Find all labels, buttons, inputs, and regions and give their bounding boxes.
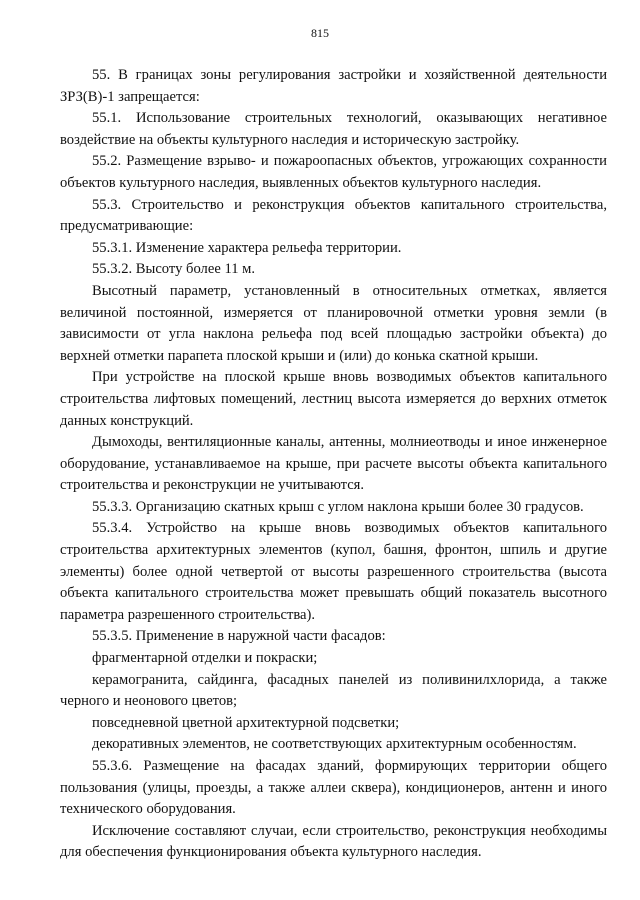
paragraph-flat-roof: При устройстве на плоской крыше вновь возводимых объектов капитального строительства лифтовых помещений, лестниц высота измеряется до верхних отметок данных конструкций. — [60, 369, 607, 429]
paragraph-55-3-4: 55.3.4. Устройство на крыше вновь возводимых объектов капитального строительства архитектурных элементов (купол, башня, фронтон, шпиль и другие элементы) более одной четвертой от высоты разрешенного строительства (высота объекта капитального строительства может превышать общий показатель высотного параметра разрешенного строительства). — [60, 520, 607, 623]
page-number: 815 — [311, 26, 329, 40]
paragraph-55: 55. В границах зоны регулирования застройки и хозяйственной деятельности ЗРЗ(В)-1 запрещается: — [60, 67, 607, 105]
paragraph-55-2: 55.2. Размещение взрыво- и пожароопасных объектов, угрожающих сохранности объектов культурного наследия, выявленных объектов культурного наследия. — [60, 153, 607, 191]
paragraph-55-3-2: 55.3.2. Высоту более 11 м. — [92, 261, 256, 278]
paragraph-55-1: 55.1. Использование строительных технологий, оказывающих негативное воздействие на объекты культурного наследия и историческую застройку. — [60, 110, 607, 148]
list-item-decorative-elements: декоративных элементов, не соответствующих архитектурным особенностям. — [92, 736, 577, 753]
list-item-fragmentary-finish: фрагментарной отделки и покраски; — [92, 650, 318, 667]
paragraph-55-3: 55.3. Строительство и реконструкция объектов капитального строительства, предусматривающие: — [60, 196, 607, 235]
paragraph-chimneys: Дымоходы, вентиляционные каналы, антенны, молниеотводы и иное инженерное оборудование, устанавливаемое на крыше, при расчете высоты объекта капитального строительства и реконструкции не учитываются. — [60, 434, 607, 494]
paragraph-height-parameter: Высотный параметр, установленный в относительных отметках, является величиной постоянной, измеряется от планировочной отметки уровня земли (в зависимости от угла наклона рельефа под всей площадью застройки объекта) до верхней отметки парапета плоской крыши и (или) до конька скатной крыши. — [60, 282, 607, 364]
paragraph-exception: Исключение составляют случаи, если строительство, реконструкция необходимы для обеспечения функционирования объекта культурного наследия. — [60, 822, 607, 861]
list-item-lighting: повседневной цветной архитектурной подсветки; — [92, 714, 400, 731]
document-body — [60, 65, 607, 864]
paragraph-55-3-1: 55.3.1. Изменение характера рельефа территории. — [92, 239, 402, 256]
list-item-porcelain-siding: керамогранита, сайдинга, фасадных панелей из поливинилхлорида, а также черного и неонового цветов; — [60, 671, 607, 710]
paragraph-55-3-6: 55.3.6. Размещение на фасадах зданий, формирующих территории общего пользования (улицы, проезды, а также аллеи сквера), кондиционеров, антенн и иного технического оборудования. — [60, 758, 607, 818]
paragraph-55-3-3: 55.3.3. Организацию скатных крыш с углом наклона крыши более 30 градусов. — [92, 498, 584, 515]
paragraph-55-3-5: 55.3.5. Применение в наружной части фасадов: — [92, 628, 386, 645]
